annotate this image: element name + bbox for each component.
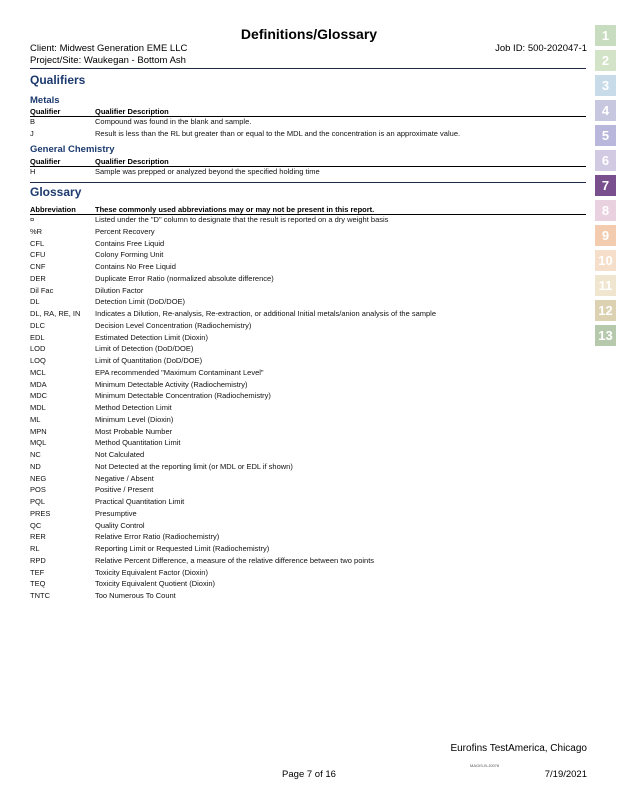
section-tab-7[interactable]: 7 (595, 175, 616, 196)
footer-company: Eurofins TestAmerica, Chicago (450, 743, 587, 754)
glossary-row (30, 262, 586, 274)
glossary-row (30, 356, 586, 368)
glossary-row-code: DLC (30, 320, 46, 330)
glossary-row-description: Reporting Limit or Requested Limit (Radiochemistry) (95, 544, 270, 553)
glossary-row-code: CNF (30, 262, 46, 271)
glossary-row (30, 239, 586, 251)
glossary-row-description: Minimum Level (Dioxin) (95, 414, 174, 424)
glossary-row-code: DER (30, 273, 46, 283)
genchem-col-qualifier: Qualifier (30, 157, 61, 166)
glossary-row (30, 544, 586, 556)
genchem-col-description: Qualifier Description (95, 157, 169, 166)
page-title: Definitions/Glossary (240, 26, 378, 42)
glossary-row-code: DL, RA, RE, IN (30, 309, 81, 318)
glossary-row-description: Duplicate Error Ratio (normalized absolute difference) (95, 273, 274, 283)
metals-row-description: Result is less than the RL but greater than or equal to the MDL and the concentration is an approximate value. (95, 128, 461, 138)
glossary-row-code: PRES (30, 508, 51, 518)
glossary-row-code: TNTC (30, 591, 50, 600)
glossary-row (30, 474, 586, 486)
glossary-col-abbreviation: Abbreviation (30, 205, 76, 214)
glossary-row (30, 250, 586, 262)
glossary-row-code: RL (30, 544, 40, 553)
glossary-row-description: Decision Level Concentration (Radiochemistry) (95, 320, 252, 330)
glossary-row-description: EPA recommended "Maximum Contaminant Level" (95, 367, 264, 377)
glossary-row-description: Limit of Quantitation (DoD/DOE) (95, 356, 203, 365)
client-name: Client: Midwest Generation EME LLC (30, 43, 188, 54)
metals-row-code: B (30, 117, 36, 126)
glossary-row-code: LOQ (30, 356, 46, 365)
glossary-row-description: Negative / Absent (95, 473, 154, 483)
glossary-divider (30, 182, 586, 183)
section-tab-1[interactable]: 1 (595, 25, 616, 46)
section-tab-6[interactable]: 6 (595, 150, 616, 171)
glossary-title: Glossary (30, 185, 82, 199)
glossary-row (30, 309, 586, 321)
glossary-row-code: TEQ (30, 579, 46, 589)
glossary-row-code: DL (30, 297, 40, 307)
section-tab-3[interactable]: 3 (595, 75, 616, 96)
genchem-row-description: Sample was prepped or analyzed beyond the specified holding time (95, 167, 320, 176)
metals-col-description: Qualifier Description (95, 107, 169, 116)
glossary-row-description: Too Numerous To Count (95, 591, 176, 600)
metals-title: Metals (30, 95, 60, 106)
glossary-row-code: RPD (30, 555, 46, 565)
glossary-row-description: Contains Free Liquid (95, 238, 165, 248)
glossary-row-description: Contains No Free Liquid (95, 262, 176, 271)
glossary-row (30, 509, 586, 521)
glossary-row (30, 380, 586, 392)
metals-row-code: J (30, 128, 34, 138)
job-id: Job ID: 500-202047-1 (495, 43, 587, 54)
glossary-row-code: MDC (30, 391, 48, 401)
glossary-row (30, 556, 586, 568)
glossary-row-description: Presumptive (95, 508, 137, 518)
glossary-row-code: POS (30, 485, 46, 495)
glossary-row-code: ML (30, 414, 41, 424)
section-tab-5[interactable]: 5 (595, 125, 616, 146)
glossary-row-code: RER (30, 532, 46, 542)
glossary-row (30, 450, 586, 462)
glossary-row-description: Dilution Factor (95, 285, 144, 295)
glossary-row (30, 427, 586, 439)
footer-date: 7/19/2021 (544, 769, 587, 780)
glossary-row (30, 215, 586, 227)
section-tabs (595, 25, 616, 350)
section-tab-13[interactable]: 13 (595, 325, 616, 346)
glossary-row-description: Estimated Detection Limit (Dioxin) (95, 332, 208, 342)
section-tab-10[interactable]: 10 (595, 250, 616, 271)
project-site: Project/Site: Waukegan - Bottom Ash (30, 55, 186, 66)
glossary-row-description: Listed under the "D" column to designate that the result is reported on a dry weight basis (95, 215, 389, 224)
glossary-row (30, 297, 586, 309)
footer-code: MAGIS-B-J0078 (470, 763, 500, 768)
section-tab-9[interactable]: 9 (595, 225, 616, 246)
glossary-row-code: MDA (30, 379, 47, 389)
glossary-row (30, 368, 586, 380)
glossary-row-description: Not Detected at the reporting limit (or MDL or EDL if shown) (95, 461, 293, 471)
glossary-row-code: MPN (30, 426, 47, 436)
glossary-row-description: Method Quantitation Limit (95, 438, 181, 448)
glossary-row (30, 497, 586, 509)
glossary-row-description: Limit of Detection (DoD/DOE) (95, 344, 194, 354)
glossary-row-description: Relative Percent Difference, a measure of the relative difference between two points (95, 555, 375, 565)
glossary-row (30, 485, 586, 497)
glossary-row-code: ND (30, 461, 41, 471)
glossary-row-description: Quality Control (95, 520, 145, 530)
glossary-row-description: Not Calculated (95, 450, 145, 459)
glossary-row-code: ¤ (30, 215, 35, 224)
glossary-row (30, 391, 586, 403)
glossary-row (30, 579, 586, 591)
glossary-row-code: QC (30, 520, 42, 530)
glossary-row-description: Indicates a Dilution, Re-analysis, Re-extraction, or additional Initial metals/anion analysis of the sample (95, 309, 437, 318)
glossary-row-code: LOD (30, 344, 46, 354)
general-chemistry-title: General Chemistry (30, 144, 115, 155)
glossary-row-code: CFL (30, 238, 45, 248)
glossary-row (30, 438, 586, 450)
glossary-row (30, 227, 586, 239)
genchem-row (30, 167, 586, 179)
metals-row (30, 117, 586, 129)
qualifiers-title: Qualifiers (30, 73, 86, 87)
glossary-row-description: Minimum Detectable Activity (Radiochemistry) (95, 379, 248, 389)
section-tab-2[interactable]: 2 (595, 50, 616, 71)
section-tab-4[interactable]: 4 (595, 100, 616, 121)
glossary-row (30, 333, 586, 345)
glossary-row-description: Toxicity Equivalent Factor (Dioxin) (95, 567, 208, 577)
genchem-row-code: H (30, 167, 36, 176)
glossary-row-code: MCL (30, 367, 46, 377)
glossary-row-code: %R (30, 226, 43, 236)
glossary-row-description: Colony Forming Unit (95, 250, 164, 260)
glossary-row-description: Method Detection Limit (95, 403, 172, 412)
glossary-row (30, 286, 586, 298)
glossary-row-description: Practical Quantitation Limit (95, 497, 185, 506)
metals-col-qualifier: Qualifier (30, 107, 61, 116)
glossary-row-description: Minimum Detectable Concentration (Radiochemistry) (95, 391, 271, 401)
glossary-row-code: PQL (30, 497, 46, 506)
glossary-row-code: Dil Fac (30, 285, 54, 295)
glossary-row-code: MQL (30, 438, 47, 448)
glossary-row (30, 568, 586, 580)
glossary-row-code: CFU (30, 250, 46, 260)
glossary-row-code: MDL (30, 403, 46, 412)
glossary-col-description: These commonly used abbreviations may or may not be present in this report. (95, 205, 375, 214)
glossary-row-code: NC (30, 450, 41, 459)
glossary-row-description: Percent Recovery (95, 226, 155, 236)
header-divider (30, 68, 586, 69)
glossary-row-description: Most Probable Number (95, 426, 173, 436)
glossary-row (30, 532, 586, 544)
footer-page-number: Page 7 of 16 (282, 769, 336, 780)
glossary-row-description: Toxicity Equivalent Quotient (Dioxin) (95, 579, 216, 589)
section-tab-11[interactable]: 11 (595, 275, 616, 296)
glossary-row-description: Relative Error Ratio (Radiochemistry) (95, 532, 220, 542)
glossary-row-description: Positive / Present (95, 485, 154, 495)
section-tab-12[interactable]: 12 (595, 300, 616, 321)
glossary-row-code: EDL (30, 332, 45, 342)
glossary-row (30, 462, 586, 474)
client-info (30, 43, 187, 67)
glossary-row (30, 274, 586, 286)
glossary-row (30, 344, 586, 356)
glossary-row (30, 321, 586, 333)
glossary-row-description: Detection Limit (DoD/DOE) (95, 297, 186, 307)
glossary-row (30, 521, 586, 533)
section-tab-8[interactable]: 8 (595, 200, 616, 221)
metals-row (30, 129, 586, 141)
glossary-row (30, 415, 586, 427)
glossary-row-code: NEG (30, 473, 47, 483)
metals-row-description: Compound was found in the blank and sample. (95, 117, 252, 126)
glossary-row-code: TEF (30, 567, 45, 577)
glossary-row (30, 591, 586, 603)
glossary-row (30, 403, 586, 415)
